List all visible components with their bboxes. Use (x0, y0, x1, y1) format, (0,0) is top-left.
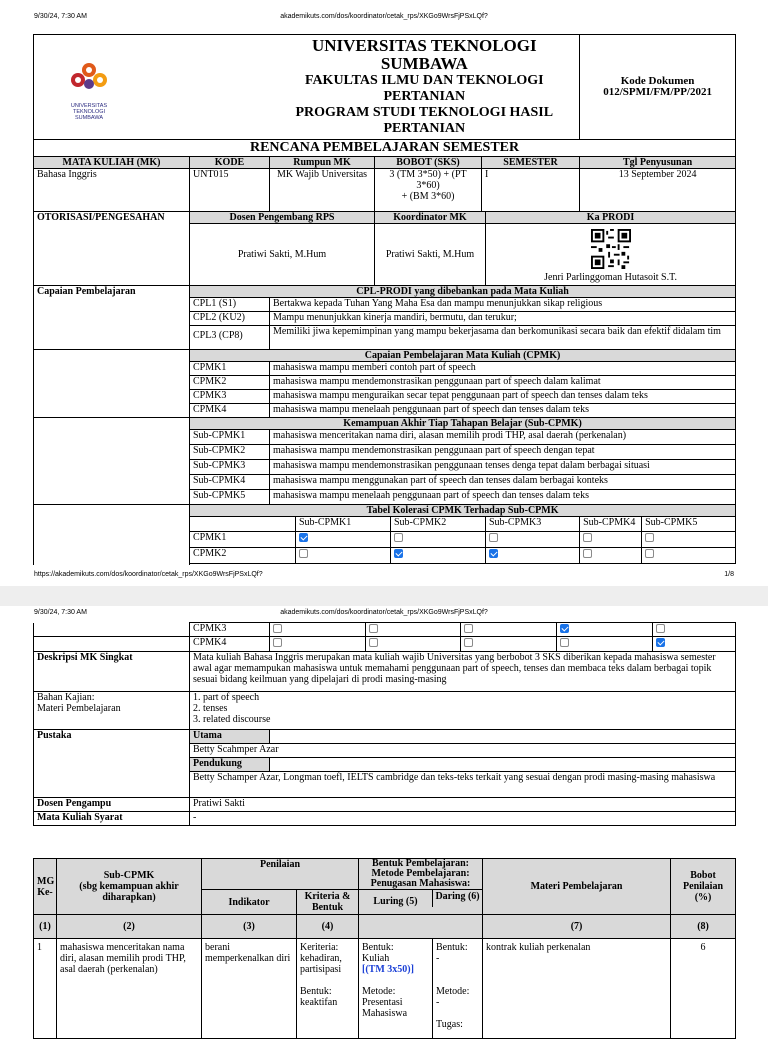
col-sub-cpmk-desc: (sbg kemampuan akhir diharapkan) (79, 881, 179, 903)
korelasi-col: Sub-CPMK1 (296, 517, 391, 532)
plan-bobot: 6 (671, 939, 736, 1039)
head-label: Ka PRODI (486, 212, 736, 224)
luring-tm: [(TM 3x50)] (362, 964, 414, 975)
col-mg: MG Ke- (34, 859, 57, 915)
plan-materi: kontrak kuliah perkenalan (483, 939, 671, 1039)
bentuk-text: keaktifan (300, 997, 338, 1008)
subcpmk-text: mahasiswa mampu menggunakan part of speech dan tenses dalam berbagai konteks (270, 475, 736, 490)
checkbox[interactable] (560, 638, 569, 647)
korelasi-title: Tabel Kolerasi CPMK Terhadap Sub-CPMK (190, 505, 736, 517)
university-logo: UNIVERSITAS TEKNOLOGI SUMBAWA (34, 54, 144, 121)
kriteria-label: Keriteria: (300, 942, 339, 953)
col-materi: Materi Pembelajaran (483, 859, 671, 915)
rps-detail-table (33, 622, 736, 826)
utama-label: Utama (190, 730, 270, 744)
cpl-code: CPL2 (KU2) (190, 312, 270, 326)
col-num: (4) (297, 915, 359, 939)
checkbox[interactable] (369, 624, 378, 633)
doc-code-label: Kode Dokumen (620, 75, 695, 87)
daring-metode: - (436, 997, 440, 1008)
cpmk-code: CPMK2 (190, 376, 270, 390)
korelasi-row-label: CPMK4 (190, 637, 270, 652)
subcpmk-text: mahasiswa mampu mendemonstrasikan penggunaan part of speech dengan tepat (270, 445, 736, 460)
bahan-item: 3. related discourse (193, 714, 271, 725)
plan-indikator: berani memperkenalkan diri (202, 939, 297, 1039)
checkbox[interactable] (583, 533, 592, 542)
cpl-text: Mampu menunjukkan kinerja mandiri, bermutu, dan terukur; (270, 312, 736, 326)
plan-sub: mahasiswa menceritakan nama diri, alasan memilih prodi THP, asal daerah (perkenalan) (57, 939, 202, 1039)
korelasi-row-label: CPMK1 (190, 532, 296, 548)
footer-url: https://akademikuts.com/dos/koordinator/cetak_rps/XKGo9WrsFjPSxLQf? (34, 571, 263, 578)
cpmk-text: mahasiswa mampu mendemonstrasikan penggunaan part of speech dalam kalimat (270, 376, 736, 390)
checkbox[interactable] (583, 549, 592, 558)
checkbox[interactable] (645, 533, 654, 542)
col-indikator: Indikator (202, 890, 297, 915)
cpl-code: CPL1 (S1) (190, 298, 270, 312)
checkbox[interactable] (489, 533, 498, 542)
course-code: UNT015 (190, 169, 270, 212)
col-bobot: BOBOT (SKS) (375, 157, 482, 169)
print-datetime: 9/30/24, 7:30 AM (34, 13, 87, 20)
col-semester: SEMESTER (482, 157, 580, 169)
doc-code: 012/SPMI/FM/PP/2021 (603, 86, 712, 98)
daring-bentuk: - (436, 953, 440, 964)
print-footer (0, 566, 768, 584)
cpl-code: CPL3 (CP8) (190, 326, 270, 350)
korelasi-row-label: CPMK3 (190, 623, 270, 637)
checkbox[interactable] (464, 624, 473, 633)
subcpmk-text: mahasiswa mampu menelaah penggunaan part of speech dan tenses dalam teks (270, 490, 736, 505)
bahan-item: 2. tenses (193, 703, 228, 714)
col-sub-cpmk: Sub-CPMK (103, 870, 155, 881)
col-num: (2) (57, 915, 202, 939)
subcpmk-code: Sub-CPMK2 (190, 445, 270, 460)
col-bobot-penilaian: Bobot Penilaian (%) (671, 859, 736, 915)
course-date: 13 September 2024 (580, 169, 736, 212)
print-header (0, 8, 768, 26)
bahan-item: 1. part of speech (193, 692, 260, 703)
pengampu-text: Pratiwi Sakti (190, 798, 736, 812)
col-num: (1) (34, 915, 57, 939)
subcpmk-text: mahasiswa mampu mendemonstrasikan penggunaan tenses denga tepat dalam berbagai situasi (270, 460, 736, 475)
plan-mg: 1 (34, 939, 57, 1039)
col-num: (7) (483, 915, 671, 939)
dev-label: Dosen Pengembang RPS (190, 212, 375, 224)
col-rumpun: Rumpun MK (270, 157, 375, 169)
checkbox[interactable] (299, 533, 308, 542)
cpmk-code: CPMK4 (190, 404, 270, 418)
cpmk-code: CPMK3 (190, 390, 270, 404)
cpmk-text: mahasiswa mampu menguraikan secar tepat penggunaan part of speech dan tenses dalam teks (270, 390, 736, 404)
pengampu-label: Dosen Pengampu (34, 798, 190, 812)
col-mk: MATA KULIAH (MK) (34, 157, 190, 169)
luring-bentuk-label: Bentuk: (362, 942, 394, 953)
checkbox[interactable] (489, 549, 498, 558)
col-kriteria: Kriteria & Bentuk (297, 890, 359, 915)
cpmk-text: mahasiswa mampu menelaah penggunaan part of speech dan tenses dalam teks (270, 404, 736, 418)
col-daring: Daring (6) (435, 891, 480, 902)
col-kode: KODE (190, 157, 270, 169)
subcpmk-code: Sub-CPMK4 (190, 475, 270, 490)
checkbox[interactable] (299, 549, 308, 558)
course-name: Bahasa Inggris (34, 169, 190, 212)
checkbox[interactable] (645, 549, 654, 558)
checkbox[interactable] (394, 549, 403, 558)
col-num: (3) (202, 915, 297, 939)
utama-text: Betty Scahmper Azar (190, 744, 736, 758)
checkbox[interactable] (656, 624, 665, 633)
cpmk-code: CPMK1 (190, 362, 270, 376)
kriteria-text: kehadiran, partisipasi (300, 953, 342, 975)
checkbox[interactable] (394, 533, 403, 542)
checkbox[interactable] (560, 624, 569, 633)
doc-title: RENCANA PEMBELAJARAN SEMESTER (34, 140, 736, 157)
print-header: 9/30/24, 7:30 AM akademikuts.com/dos/koordinator/cetak_rps/XKGo9WrsFjPSxLQf? (34, 609, 488, 616)
korelasi-row-label: CPMK2 (190, 548, 296, 564)
col-penilaian: Penilaian (202, 859, 359, 890)
cpmk-text: mahasiswa mampu memberi contoh part of speech (270, 362, 736, 376)
subcpmk-code: Sub-CPMK5 (190, 490, 270, 505)
subcpmk-code: Sub-CPMK1 (190, 430, 270, 445)
university-name: UNIVERSITAS TEKNOLOGI SUMBAWA (311, 36, 537, 73)
faculty-name: FAKULTAS ILMU DAN TEKNOLOGI PERTANIAN (304, 73, 544, 104)
course-semester: I (482, 169, 580, 212)
head-name: Jenri Parlinggoman Hutasoit S.T. (544, 271, 677, 283)
rps-header-table (33, 34, 736, 564)
daring-tugas-label: Tugas: (436, 1019, 463, 1030)
col-num: (8) (671, 915, 736, 939)
col-bentuk: Bentuk Pembelajaran: Metode Pembelajaran: Penugasan Mahasiswa: (359, 859, 483, 890)
plan-row (34, 939, 736, 1039)
checkbox[interactable] (464, 638, 473, 647)
desc-label: Deskripsi MK Singkat (34, 652, 190, 692)
daring-bentuk-label: Bentuk: (436, 942, 468, 953)
course-rumpun: MK Wajib Universitas (270, 169, 375, 212)
daring-metode-label: Metode: (436, 986, 470, 997)
korelasi-col: Sub-CPMK5 (642, 517, 736, 532)
subcpmk-title: Kemampuan Akhir Tiap Tahapan Belajar (Sub-CPMK) (190, 418, 736, 430)
cpl-section-label: Capaian Pembelajaran (34, 286, 190, 350)
subcpmk-text: mahasiswa menceritakan nama diri, alasan memilih prodi THP, asal daerah (perkenalan) (270, 430, 736, 445)
coord-name: Pratiwi Sakti, M.Hum (375, 224, 486, 286)
cpl-title: CPL-PRODI yang dibebankan pada Mata Kuliah (190, 286, 736, 298)
luring-metode: Presentasi Mahasiswa (362, 997, 408, 1019)
page-break (0, 586, 768, 606)
checkbox[interactable] (273, 638, 282, 647)
syarat-text: - (190, 812, 736, 826)
bentuk-label: Bentuk: (300, 986, 332, 997)
qr-code-icon (591, 229, 631, 269)
checkbox[interactable] (656, 638, 665, 647)
col-tgl: Tgl Penyusunan (580, 157, 736, 169)
pendukung-text: Betty Schamper Azar, Longman toefl, IELTS cambridge dan teks-teks terkait yang sesuai dengan prodi masing-masing mahasiswa (190, 772, 736, 798)
bahan-label: Bahan Kajian: (37, 692, 95, 703)
cpl-text: Bertakwa kepada Tuhan Yang Maha Esa dan mampu menunjukkan sikap religious (270, 298, 736, 312)
checkbox[interactable] (369, 638, 378, 647)
cpmk-title: Capaian Pembelajaran Mata Kuliah (CPMK) (190, 350, 736, 362)
col-luring: Luring (5) (359, 890, 433, 907)
coord-label: Koordinator MK (375, 212, 486, 224)
korelasi-col: Sub-CPMK3 (486, 517, 580, 532)
pustaka-label: Pustaka (34, 730, 190, 798)
weekly-plan-table (33, 858, 736, 1039)
cpl-text: Memiliki jiwa kepemimpinan yang mampu bekerjasama dan berkomunikasi secara baik dan efektif didalam tim (270, 326, 736, 350)
desc-text: Mata kuliah Bahasa Inggris merupakan mata kuliah wajib Universitas yang berbobot 3 SKS diberikan kepada mahasiswa semester awal agar memampukan mahasiswa untuk memahami penggunaan part of speech, tenses dan membaca teks dalam berbagai topik sesuai bidang keilmuan yang dipelajari di prodi masing-masing (190, 652, 736, 692)
print-url: akademikuts.com/dos/koordinator/cetak_rps/XKGo9WrsFjPSxLQf? (280, 13, 488, 20)
auth-label: OTORISASI/PENGESAHAN (34, 212, 190, 286)
korelasi-col: Sub-CPMK4 (580, 517, 642, 532)
dev-name: Pratiwi Sakti, M.Hum (190, 224, 375, 286)
luring-bentuk: Kuliah (362, 953, 390, 964)
syarat-label: Mata Kuliah Syarat (34, 812, 190, 826)
bahan-sub: Materi Pembelajaran (37, 703, 121, 714)
checkbox[interactable] (273, 624, 282, 633)
program-name: PROGRAM STUDI TEKNOLOGI HASIL PERTANIAN (295, 105, 554, 136)
course-bobot: 3 (TM 3*50) + (PT 3*60) + (BM 3*60) (375, 169, 482, 212)
pendukung-label: Pendukung (190, 758, 270, 772)
korelasi-col: Sub-CPMK2 (391, 517, 486, 532)
page-number: 1/8 (724, 571, 734, 578)
luring-metode-label: Metode: (362, 986, 396, 997)
subcpmk-code: Sub-CPMK3 (190, 460, 270, 475)
